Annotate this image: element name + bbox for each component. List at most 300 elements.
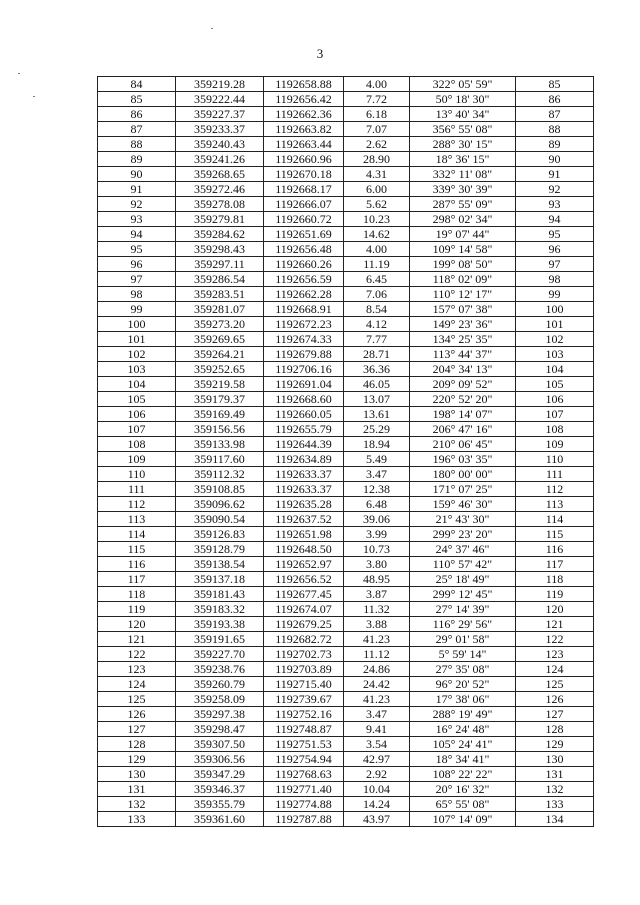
table-row [98,647,594,662]
next-point-number-cell: 112 [516,482,594,497]
point-number-cell: 106 [98,407,176,422]
next-point-number-cell: 133 [516,797,594,812]
point-number-cell: 130 [98,767,176,782]
point-number-cell: 122 [98,647,176,662]
point-number-cell: 107 [98,422,176,437]
table-row [98,767,594,782]
x-coordinate-cell: 359264.21 [176,347,264,362]
bearing-angle-cell: 17° 38' 06" [410,692,516,707]
bearing-angle-cell: 149° 23' 36" [410,317,516,332]
bearing-angle-cell: 65° 55' 08" [410,797,516,812]
bearing-angle-cell: 27° 14' 39" [410,602,516,617]
y-coordinate-cell: 1192774.88 [264,797,344,812]
point-number-cell: 108 [98,437,176,452]
y-coordinate-cell: 1192668.60 [264,392,344,407]
x-coordinate-cell: 359361.60 [176,812,264,827]
bearing-angle-cell: 209° 09' 52" [410,377,516,392]
y-coordinate-cell: 1192656.42 [264,92,344,107]
table-row [98,137,594,152]
distance-cell: 3.80 [344,557,410,572]
point-number-cell: 118 [98,587,176,602]
x-coordinate-cell: 359096.62 [176,497,264,512]
distance-cell: 42.97 [344,752,410,767]
point-number-cell: 131 [98,782,176,797]
x-coordinate-cell: 359306.56 [176,752,264,767]
point-number-cell: 117 [98,572,176,587]
x-coordinate-cell: 359219.58 [176,377,264,392]
y-coordinate-cell: 1192679.25 [264,617,344,632]
bearing-angle-cell: 171° 07' 25" [410,482,516,497]
bearing-angle-cell: 196° 03' 35" [410,452,516,467]
bearing-angle-cell: 29° 01' 58" [410,632,516,647]
distance-cell: 5.62 [344,197,410,212]
point-number-cell: 103 [98,362,176,377]
bearing-angle-cell: 96° 20' 52" [410,677,516,692]
y-coordinate-cell: 1192663.44 [264,137,344,152]
next-point-number-cell: 99 [516,287,594,302]
distance-cell: 10.04 [344,782,410,797]
next-point-number-cell: 124 [516,662,594,677]
x-coordinate-cell: 359283.51 [176,287,264,302]
next-point-number-cell: 85 [516,77,594,92]
distance-cell: 10.23 [344,212,410,227]
bearing-angle-cell: 25° 18' 49" [410,572,516,587]
distance-cell: 14.24 [344,797,410,812]
y-coordinate-cell: 1192754.94 [264,752,344,767]
distance-cell: 11.19 [344,257,410,272]
x-coordinate-cell: 359286.54 [176,272,264,287]
next-point-number-cell: 101 [516,317,594,332]
x-coordinate-cell: 359191.65 [176,632,264,647]
table-row [98,77,594,92]
y-coordinate-cell: 1192702.73 [264,647,344,662]
distance-cell: 3.99 [344,527,410,542]
next-point-number-cell: 91 [516,167,594,182]
y-coordinate-cell: 1192739.67 [264,692,344,707]
next-point-number-cell: 128 [516,722,594,737]
point-number-cell: 126 [98,707,176,722]
next-point-number-cell: 106 [516,392,594,407]
x-coordinate-cell: 359281.07 [176,302,264,317]
distance-cell: 9.41 [344,722,410,737]
table-row [98,557,594,572]
distance-cell: 4.00 [344,242,410,257]
x-coordinate-cell: 359156.56 [176,422,264,437]
point-number-cell: 114 [98,527,176,542]
x-coordinate-cell: 359298.43 [176,242,264,257]
table-row [98,737,594,752]
distance-cell: 28.90 [344,152,410,167]
x-coordinate-cell: 359090.54 [176,512,264,527]
x-coordinate-cell: 359240.43 [176,137,264,152]
distance-cell: 11.32 [344,602,410,617]
table-row [98,707,594,722]
x-coordinate-cell: 359108.85 [176,482,264,497]
x-coordinate-cell: 359193.38 [176,617,264,632]
table-row [98,302,594,317]
table-row [98,512,594,527]
y-coordinate-cell: 1192670.18 [264,167,344,182]
table-row [98,167,594,182]
y-coordinate-cell: 1192648.50 [264,542,344,557]
distance-cell: 6.18 [344,107,410,122]
next-point-number-cell: 110 [516,452,594,467]
x-coordinate-cell: 359279.81 [176,212,264,227]
distance-cell: 43.97 [344,812,410,827]
point-number-cell: 120 [98,617,176,632]
bearing-angle-cell: 288° 19' 49" [410,707,516,722]
next-point-number-cell: 129 [516,737,594,752]
distance-cell: 13.07 [344,392,410,407]
next-point-number-cell: 118 [516,572,594,587]
table-row [98,467,594,482]
distance-cell: 41.23 [344,692,410,707]
y-coordinate-cell: 1192656.59 [264,272,344,287]
distance-cell: 25.29 [344,422,410,437]
bearing-angle-cell: 13° 40' 34" [410,107,516,122]
distance-cell: 24.86 [344,662,410,677]
distance-cell: 4.31 [344,167,410,182]
distance-cell: 3.47 [344,467,410,482]
next-point-number-cell: 86 [516,92,594,107]
x-coordinate-cell: 359284.62 [176,227,264,242]
distance-cell: 4.00 [344,77,410,92]
point-number-cell: 112 [98,497,176,512]
point-number-cell: 105 [98,392,176,407]
distance-cell: 10.73 [344,542,410,557]
distance-cell: 28.71 [344,347,410,362]
y-coordinate-cell: 1192748.87 [264,722,344,737]
y-coordinate-cell: 1192656.52 [264,572,344,587]
distance-cell: 11.12 [344,647,410,662]
page-number: 3 [316,46,324,61]
next-point-number-cell: 113 [516,497,594,512]
table-row [98,272,594,287]
point-number-cell: 116 [98,557,176,572]
point-number-cell: 119 [98,602,176,617]
distance-cell: 7.06 [344,287,410,302]
point-number-cell: 133 [98,812,176,827]
point-number-cell: 91 [98,182,176,197]
bearing-angle-cell: 108° 22' 22" [410,767,516,782]
bearing-angle-cell: 206° 47' 16" [410,422,516,437]
point-number-cell: 123 [98,662,176,677]
next-point-number-cell: 102 [516,332,594,347]
bearing-angle-cell: 287° 55' 09" [410,197,516,212]
bearing-angle-cell: 116° 29' 56" [410,617,516,632]
x-coordinate-cell: 359273.20 [176,317,264,332]
distance-cell: 7.07 [344,122,410,137]
point-number-cell: 87 [98,122,176,137]
x-coordinate-cell: 359238.76 [176,662,264,677]
next-point-number-cell: 90 [516,152,594,167]
y-coordinate-cell: 1192660.26 [264,257,344,272]
y-coordinate-cell: 1192691.04 [264,377,344,392]
next-point-number-cell: 117 [516,557,594,572]
bearing-angle-cell: 110° 57' 42" [410,557,516,572]
next-point-number-cell: 126 [516,692,594,707]
bearing-angle-cell: 118° 02' 09" [410,272,516,287]
bearing-angle-cell: 322° 05' 59" [410,77,516,92]
table-row [98,437,594,452]
bearing-angle-cell: 27° 35' 08" [410,662,516,677]
x-coordinate-cell: 359222.44 [176,92,264,107]
y-coordinate-cell: 1192672.23 [264,317,344,332]
x-coordinate-cell: 359297.11 [176,257,264,272]
distance-cell: 14.62 [344,227,410,242]
point-number-cell: 129 [98,752,176,767]
y-coordinate-cell: 1192706.16 [264,362,344,377]
table-row [98,602,594,617]
x-coordinate-cell: 359278.08 [176,197,264,212]
table-row [98,242,594,257]
table-row [98,152,594,167]
scan-speck [18,73,20,74]
table-row [98,677,594,692]
bearing-angle-cell: 298° 02' 34" [410,212,516,227]
table-row [98,422,594,437]
x-coordinate-cell: 359126.83 [176,527,264,542]
point-number-cell: 94 [98,227,176,242]
next-point-number-cell: 134 [516,812,594,827]
y-coordinate-cell: 1192633.37 [264,467,344,482]
point-number-cell: 96 [98,257,176,272]
table-row [98,452,594,467]
bearing-angle-cell: 159° 46' 30" [410,497,516,512]
distance-cell: 41.23 [344,632,410,647]
x-coordinate-cell: 359133.98 [176,437,264,452]
table-row [98,632,594,647]
bearing-angle-cell: 21° 43' 30" [410,512,516,527]
bearing-angle-cell: 339° 30' 39" [410,182,516,197]
bearing-angle-cell: 288° 30' 15" [410,137,516,152]
y-coordinate-cell: 1192787.88 [264,812,344,827]
next-point-number-cell: 115 [516,527,594,542]
table-row [98,362,594,377]
next-point-number-cell: 123 [516,647,594,662]
x-coordinate-cell: 359272.46 [176,182,264,197]
distance-cell: 7.77 [344,332,410,347]
table-row [98,377,594,392]
point-number-cell: 89 [98,152,176,167]
y-coordinate-cell: 1192703.89 [264,662,344,677]
table-row [98,332,594,347]
next-point-number-cell: 119 [516,587,594,602]
bearing-angle-cell: 220° 52' 20" [410,392,516,407]
distance-cell: 3.54 [344,737,410,752]
x-coordinate-cell: 359307.50 [176,737,264,752]
bearing-angle-cell: 109° 14' 58" [410,242,516,257]
x-coordinate-cell: 359258.09 [176,692,264,707]
x-coordinate-cell: 359227.70 [176,647,264,662]
y-coordinate-cell: 1192633.37 [264,482,344,497]
x-coordinate-cell: 359183.32 [176,602,264,617]
table-row [98,497,594,512]
bearing-angle-cell: 110° 12' 17" [410,287,516,302]
distance-cell: 36.36 [344,362,410,377]
table-row [98,407,594,422]
point-number-cell: 84 [98,77,176,92]
next-point-number-cell: 98 [516,272,594,287]
next-point-number-cell: 105 [516,377,594,392]
point-number-cell: 104 [98,377,176,392]
distance-cell: 48.95 [344,572,410,587]
x-coordinate-cell: 359227.37 [176,107,264,122]
next-point-number-cell: 87 [516,107,594,122]
bearing-angle-cell: 204° 34' 13" [410,362,516,377]
point-number-cell: 109 [98,452,176,467]
x-coordinate-cell: 359268.65 [176,167,264,182]
next-point-number-cell: 122 [516,632,594,647]
bearing-angle-cell: 210° 06' 45" [410,437,516,452]
y-coordinate-cell: 1192668.91 [264,302,344,317]
table-row [98,752,594,767]
bearing-angle-cell: 50° 18' 30" [410,92,516,107]
point-number-cell: 111 [98,482,176,497]
y-coordinate-cell: 1192666.07 [264,197,344,212]
table-row [98,527,594,542]
point-number-cell: 113 [98,512,176,527]
point-number-cell: 97 [98,272,176,287]
x-coordinate-cell: 359112.32 [176,467,264,482]
point-number-cell: 124 [98,677,176,692]
table-row [98,662,594,677]
x-coordinate-cell: 359179.37 [176,392,264,407]
next-point-number-cell: 130 [516,752,594,767]
x-coordinate-cell: 359137.18 [176,572,264,587]
next-point-number-cell: 111 [516,467,594,482]
x-coordinate-cell: 359138.54 [176,557,264,572]
x-coordinate-cell: 359347.29 [176,767,264,782]
table-row [98,227,594,242]
bearing-angle-cell: 157° 07' 38" [410,302,516,317]
point-number-cell: 90 [98,167,176,182]
x-coordinate-cell: 359169.49 [176,407,264,422]
distance-cell: 24.42 [344,677,410,692]
distance-cell: 2.92 [344,767,410,782]
bearing-angle-cell: 105° 24' 41" [410,737,516,752]
table-row [98,182,594,197]
table-row [98,782,594,797]
y-coordinate-cell: 1192771.40 [264,782,344,797]
table-row [98,287,594,302]
next-point-number-cell: 104 [516,362,594,377]
table-row [98,107,594,122]
x-coordinate-cell: 359241.26 [176,152,264,167]
bearing-angle-cell: 180° 00' 00" [410,467,516,482]
y-coordinate-cell: 1192679.88 [264,347,344,362]
next-point-number-cell: 131 [516,767,594,782]
point-number-cell: 85 [98,92,176,107]
x-coordinate-cell: 359346.37 [176,782,264,797]
table-row [98,542,594,557]
y-coordinate-cell: 1192651.98 [264,527,344,542]
table-row [98,482,594,497]
bearing-angle-cell: 198° 14' 07" [410,407,516,422]
distance-cell: 4.12 [344,317,410,332]
table-row [98,92,594,107]
next-point-number-cell: 103 [516,347,594,362]
bearing-angle-cell: 19° 07' 44" [410,227,516,242]
distance-cell: 3.87 [344,587,410,602]
point-number-cell: 127 [98,722,176,737]
y-coordinate-cell: 1192651.69 [264,227,344,242]
next-point-number-cell: 109 [516,437,594,452]
y-coordinate-cell: 1192660.05 [264,407,344,422]
scan-speck [211,28,213,29]
point-number-cell: 110 [98,467,176,482]
bearing-angle-cell: 113° 44' 37" [410,347,516,362]
point-number-cell: 102 [98,347,176,362]
y-coordinate-cell: 1192682.72 [264,632,344,647]
bearing-angle-cell: 18° 34' 41" [410,752,516,767]
y-coordinate-cell: 1192644.39 [264,437,344,452]
x-coordinate-cell: 359355.79 [176,797,264,812]
y-coordinate-cell: 1192658.88 [264,77,344,92]
y-coordinate-cell: 1192662.36 [264,107,344,122]
point-number-cell: 132 [98,797,176,812]
bearing-angle-cell: 299° 23' 20" [410,527,516,542]
next-point-number-cell: 116 [516,542,594,557]
table-row [98,122,594,137]
bearing-angle-cell: 5° 59' 14" [410,647,516,662]
table-row [98,347,594,362]
next-point-number-cell: 127 [516,707,594,722]
next-point-number-cell: 107 [516,407,594,422]
table-row [98,257,594,272]
table-row [98,797,594,812]
y-coordinate-cell: 1192656.48 [264,242,344,257]
point-number-cell: 93 [98,212,176,227]
distance-cell: 8.54 [344,302,410,317]
next-point-number-cell: 132 [516,782,594,797]
distance-cell: 3.88 [344,617,410,632]
table-row [98,812,594,827]
x-coordinate-cell: 359269.65 [176,332,264,347]
y-coordinate-cell: 1192660.72 [264,212,344,227]
distance-cell: 6.48 [344,497,410,512]
point-number-cell: 99 [98,302,176,317]
next-point-number-cell: 97 [516,257,594,272]
distance-cell: 2.62 [344,137,410,152]
point-number-cell: 98 [98,287,176,302]
y-coordinate-cell: 1192662.28 [264,287,344,302]
y-coordinate-cell: 1192674.33 [264,332,344,347]
x-coordinate-cell: 359233.37 [176,122,264,137]
y-coordinate-cell: 1192663.82 [264,122,344,137]
next-point-number-cell: 92 [516,182,594,197]
point-number-cell: 100 [98,317,176,332]
point-number-cell: 101 [98,332,176,347]
point-number-cell: 92 [98,197,176,212]
x-coordinate-cell: 359117.60 [176,452,264,467]
table-row [98,572,594,587]
y-coordinate-cell: 1192634.89 [264,452,344,467]
bearing-angle-cell: 107° 14' 09" [410,812,516,827]
x-coordinate-cell: 359181.43 [176,587,264,602]
y-coordinate-cell: 1192637.52 [264,512,344,527]
next-point-number-cell: 94 [516,212,594,227]
table-row [98,692,594,707]
bearing-angle-cell: 20° 16' 32" [410,782,516,797]
distance-cell: 6.00 [344,182,410,197]
bearing-angle-cell: 332° 11' 08" [410,167,516,182]
y-coordinate-cell: 1192768.63 [264,767,344,782]
point-number-cell: 86 [98,107,176,122]
y-coordinate-cell: 1192660.96 [264,152,344,167]
bearing-angle-cell: 16° 24' 48" [410,722,516,737]
bearing-angle-cell: 18° 36' 15" [410,152,516,167]
